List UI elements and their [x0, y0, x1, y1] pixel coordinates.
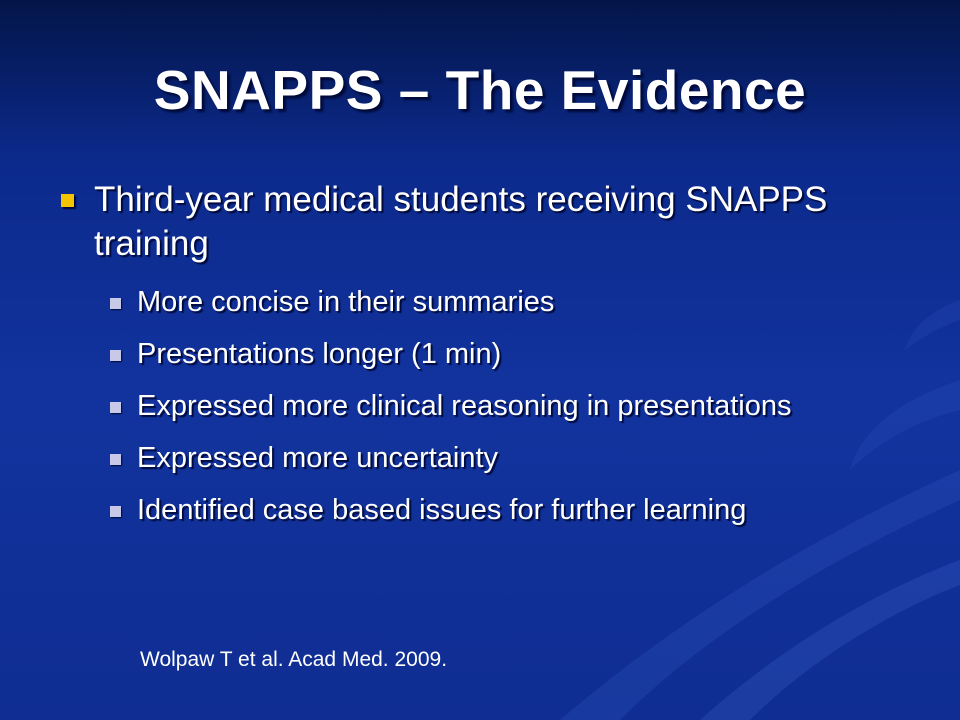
main-bullet-text: Third-year medical students receiving SNAPPS training: [94, 180, 828, 263]
sub-bullet-item: [110, 440, 878, 476]
square-bullet-icon: [110, 402, 121, 413]
sub-bullet-text: Expressed more clinical reasoning in presentations: [137, 390, 792, 422]
sub-bullet-text: Expressed more uncertainty: [137, 442, 499, 474]
square-bullet-icon: [110, 506, 121, 517]
sub-bullet-item: [110, 492, 878, 528]
slide-title: SNAPPS – The Evidence: [153, 59, 807, 121]
sub-bullet-text: Presentations longer (1 min): [137, 338, 502, 370]
sub-bullet-list: [58, 284, 878, 528]
square-bullet-icon: [110, 454, 121, 465]
main-bullet-item: [58, 178, 878, 266]
square-bullet-icon: [61, 194, 74, 207]
sub-bullet-item: [110, 388, 878, 424]
sub-bullet-item: [110, 336, 878, 372]
square-bullet-icon: [110, 350, 121, 361]
sub-bullet-item: [110, 284, 878, 320]
sub-bullet-text: Identified case based issues for further learning: [137, 494, 747, 526]
sub-bullet-text: More concise in their summaries: [137, 286, 555, 318]
square-bullet-icon: [110, 298, 121, 309]
citation: Wolpaw T et al. Acad Med. 2009.: [140, 648, 448, 671]
slide-content: [58, 178, 878, 544]
